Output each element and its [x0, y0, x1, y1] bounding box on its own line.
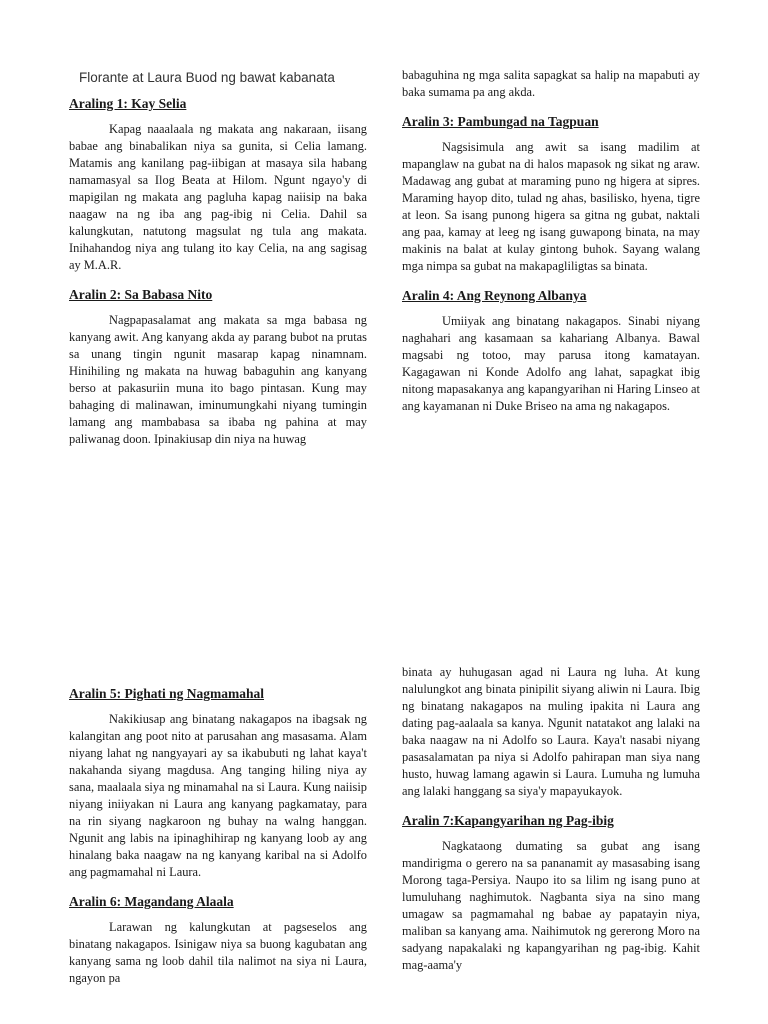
chapter-heading: Aralin 2: Sa Babasa Nito [69, 287, 213, 302]
bottom-left-column [69, 664, 367, 999]
chapter-heading: Araling 1: Kay Selia [69, 96, 187, 111]
top-left-column [69, 67, 367, 460]
chapter-summary: Nakikiusap ang binatang nakagapos na ibagsak ng kalangitan ang poot nito at parusahan ang masasama. Alam niyang lahat ng nangyayari ay sa ikabubuti ng lahat kaya't nakahanda siyang magdusa. Ang tanging hiling niya ay sana, maalaala siya ng minamahal na si Laura. Kung naiisip niyang iniiyakan ni Laura ang kanyang pagkamatay, para na rin siyang nagkaroon ng buhay na walng hanggan. Ngunit ang labis na ipinaghihirap ng kanyang loob ay ang hinalang baka naagaw na ng kanyang karibal na si Adolfo ang pagmamahal ni Laura. [69, 712, 367, 879]
chapter-heading: Aralin 3: Pambungad na Tagpuan [402, 114, 599, 129]
continued-text: babaguhina ng mga salita sapagkat sa halip na mapabuti ay baka sumama pa ang akda. [402, 68, 700, 99]
bottom-right-column [402, 664, 700, 986]
chapter-summary: Nagkataong dumating sa gubat ang isang mandirigma o gerero na sa pananamit ay masasabing isang Morong taga-Persiya. Naupo ito sa lilim ng isang puno at lumuluhang naghimutok. Nagbanta siya na sino mang umagaw sa pagmamahal ng babae ay papatayin niya, maliban sa kanyang ama. Naihimutok ng gererong Moro na sadyang napakalaki ng kapangyarihan ng pag-ibig. Kahit mag-aama'y [402, 839, 700, 972]
chapter-heading: Aralin 6: Magandang Alaala [69, 894, 234, 909]
chapter-heading: Aralin 4: Ang Reynong Albanya [402, 288, 587, 303]
chapter-summary: Larawan ng kalungkutan at pagseselos ang binatang nakagapos. Isinigaw niya sa buong kagubatan ang kanyang sama ng loob dahil tila nalimot na siya ni Laura, ngayon pa [69, 920, 367, 985]
chapter-summary: Kapag naaalaala ng makata ang nakaraan, iisang babae ang binabalikan niya sa gunita, si Celia lamang. Matamis ang kanilang pag-iibigan at masaya sila habang namamasyal sa Ilog Beata at Hilom. Ngunt ngayo'y di mapigilan ng makata ang pagluha kapag naiisip na baka naagaw na ng iba ang pag-ibig ni Celia. Dahil sa kalungkutan, natutong magsulat ng tula ang makata. Inihahandog niya ang tulang ito kay Celia, na ang sagisag ay M.A.R. [69, 122, 367, 272]
document-title: Florante at Laura Buod ng bawat kabanata [79, 70, 335, 85]
chapter-heading: Aralin 7:Kapangyarihan ng Pag-ibig [402, 813, 614, 828]
chapter-summary: Nagsisimula ang awit sa isang madilim at mapanglaw na gubat na di halos mapasok ng sikat ng araw. Madawag ang gubat at maraming puno ng higera at sipres. Maraming hayop dito, tulad ng ahas, basilisko, hyena, tigre at leon. Sa isang punong higera sa gitna ng gubat, naktali ang paa, kamay at leeg ng isang guwapong binata, na may makinis na balat at kulay gintong buhok. Sayang walang mga nimpa sa gubat na makapagliligtas sa binata. [402, 140, 700, 273]
chapter-summary: Nagpapasalamat ang makata sa mga babasa ng kanyang awit. Ang kanyang akda ay parang bubot na prutas sa unang tingin ngunit masarap kapag ninamnam. Hinihiling ng makata na huwag babaguhin ang kanyang berso at pakasuriin muna ito bago pintasan. Kung may bahaging di malinawan, iminumungkahi niyang tumingin lamang ang mambabasa sa ibaba ng pahina at may paliwanag doon. Ipinakiusap din niya na huwag [69, 313, 367, 446]
chapter-summary: Umiiyak ang binatang nakagapos. Sinabi niyang naghahari ang kasamaan sa kahariang Albanya. Bawal magsabi ng totoo, may parusa itong kamatayan. Kagagawan ni Konde Adolfo ang lahat, sapagkat ibig nitong mapasakanya ang kapangyarihan ni Haring Linseo at ang kayamanan ni Duke Briseo na ama ng nakagapos. [402, 314, 700, 413]
chapter-heading: Aralin 5: Pighati ng Nagmamahal [69, 686, 265, 701]
top-right-column [402, 67, 700, 427]
continued-text: binata ay huhugasan agad ni Laura ng luha. At kung nalulungkot ang binata pinipilit siyang aliwin ni Laura. Ibig ng binatang nakagapos na muling ipakita ni Laura ang dating pag-aalaala sa kanya. Ngunit natatakot ang lalaki na baka naagaw na ni Adolfo so Laura. Kaya't nasabi niyang pasasalamatan pa niya si Adolfo pahirapan man siya nang husto, huwag lamang agawin si Laura. Lumuha ng lumuha ang lalaki hanggang sa siya'y mapayukayok. [402, 665, 700, 798]
